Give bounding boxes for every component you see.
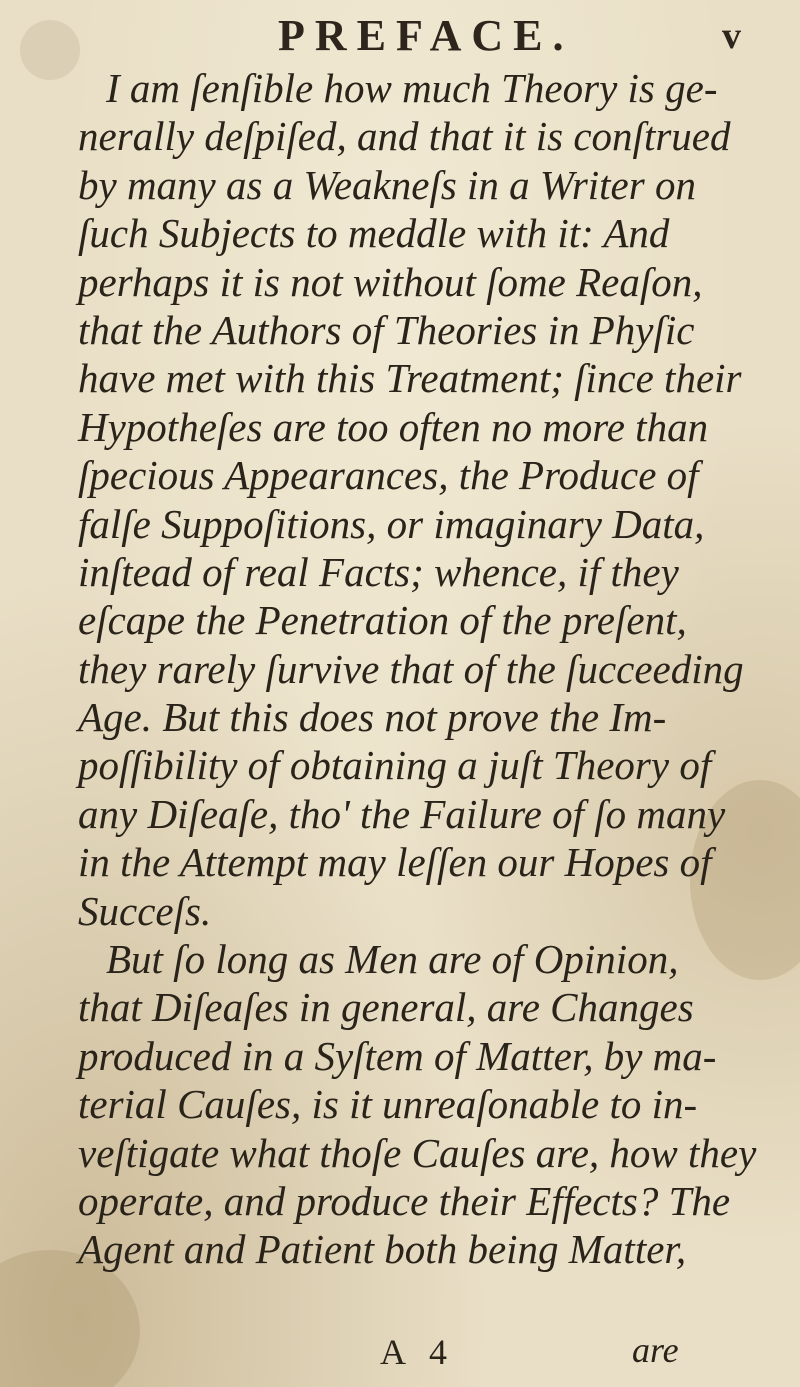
signature-mark: A 4 [380, 1332, 456, 1372]
text-line: operate, and produce their Effects? The [78, 1177, 731, 1224]
text-line: by many as a Weakneſs in a Writer on [78, 161, 696, 208]
text-line: terial Cauſes, is it unreaſonable to in- [78, 1081, 698, 1128]
page-number: v [722, 15, 741, 57]
preface-text [78, 64, 757, 1274]
text-line: ſpecious Appearances, the Produce of [78, 452, 699, 499]
running-head: PREFACE. [278, 11, 574, 60]
text-line: I am ſenſible how much Theory is ge- [106, 65, 718, 111]
text-line: Hypotheſes are too often no more than [78, 403, 709, 450]
text-line: any Diſeaſe, tho' the Failure of ſo many [78, 790, 726, 837]
page-header [0, 8, 800, 68]
text-line: that the Authors of Theories in Phyſic [78, 306, 695, 353]
text-line: perhaps it is not without ſome Reaſon, [78, 258, 703, 305]
text-line: eſcape the Penetration of the preſent, [78, 597, 687, 644]
text-line: Succeſs. [78, 887, 212, 934]
text-line: poſſibility of obtaining a juſt Theory of [78, 742, 712, 789]
text-line: they rarely ſurvive that of the ſucceeding [78, 645, 744, 692]
text-line: nerally deſpiſed, and that it is conſtrued [78, 113, 731, 160]
text-line: But ſo long as Men are of Opinion, [106, 936, 679, 983]
text-line: Age. But this does not prove the Im- [78, 694, 667, 741]
text-line: that Diſeaſes in general, are Changes [78, 984, 694, 1031]
page-footer [0, 1331, 800, 1381]
text-line: in the Attempt may leſſen our Hopes of [78, 839, 712, 886]
text-line: falſe Suppoſitions, or imaginary Data, [78, 500, 705, 547]
catchword: are [632, 1330, 679, 1370]
text-line: Agent and Patient both being Matter, [78, 1226, 687, 1273]
text-line: veſtigate what thoſe Cauſes are, how they [78, 1129, 757, 1176]
text-line: produced in a Syſtem of Matter, by ma- [78, 1032, 717, 1079]
text-line: have met with this Treatment; ſince their [78, 355, 742, 402]
text-line: inſtead of real Facts; whence, if they [78, 548, 679, 595]
text-line: ſuch Subjects to meddle with it: And [78, 210, 670, 257]
